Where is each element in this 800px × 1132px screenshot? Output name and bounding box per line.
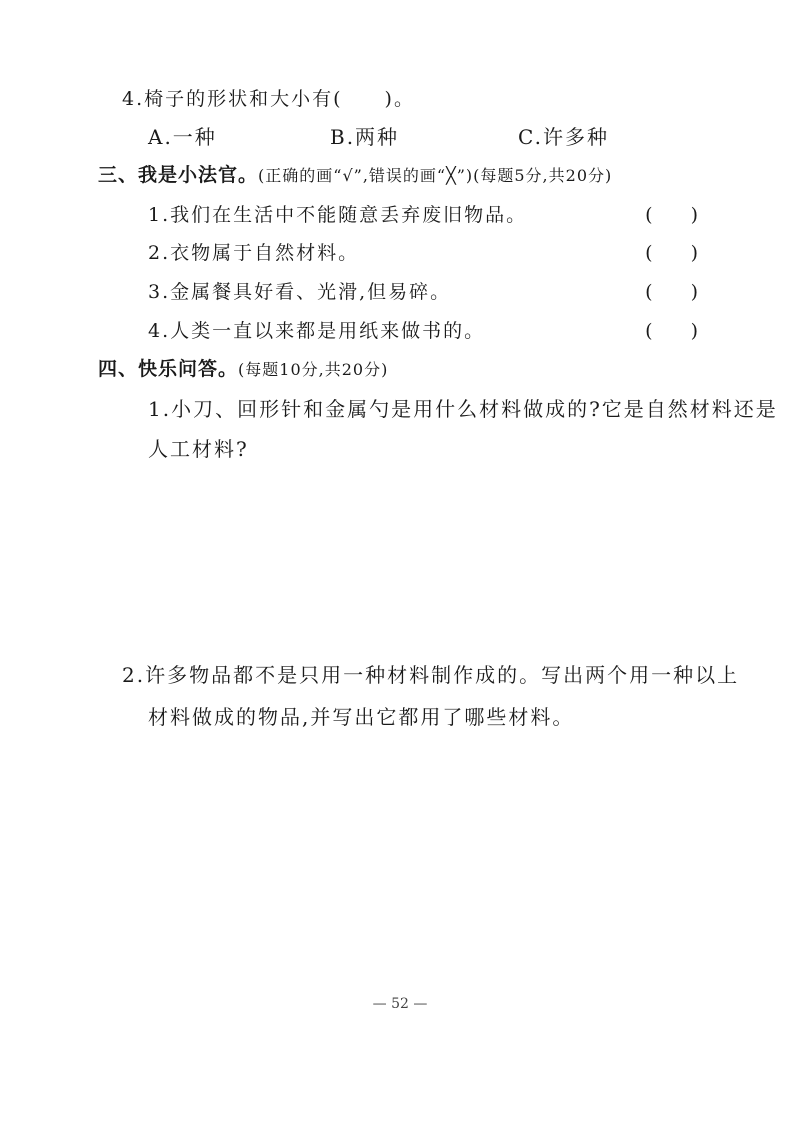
section-3-note: (正确的画“√”,错误的画“╳”)(每题5分,共20分) [258, 166, 613, 185]
answer-bracket-1: ( ) [645, 204, 698, 226]
judge-item-3: 3.金属餐具好看、光滑,但易碎。 [148, 281, 452, 303]
qa-question-1-line-2: 人工材料? [148, 437, 249, 461]
page-number: — 52 — [372, 996, 428, 1012]
section-4-note: (每题10分,共20分) [238, 360, 389, 379]
qa-question-2-line-1: 2.许多物品都不是只用一种材料制作成的。写出两个用一种以上 [122, 663, 740, 687]
qa-question-1-line-1: 1.小刀、回形针和金属勺是用什么材料做成的?它是自然材料还是 [148, 397, 778, 421]
option-c: C.许多种 [518, 125, 609, 149]
option-a: A.一种 [148, 125, 217, 149]
question-4-chair-shape: 4.椅子的形状和大小有( )。 [122, 88, 415, 110]
section-4-heading [98, 356, 388, 383]
qa-question-2-line-2: 材料做成的物品,并写出它都用了哪些材料。 [148, 705, 575, 729]
section-4-title: 四、快乐问答。 [98, 358, 239, 380]
judge-item-2: 2.衣物属于自然材料。 [148, 242, 360, 264]
judge-item-4: 4.人类一直以来都是用纸来做书的。 [148, 320, 486, 342]
judge-item-1: 1.我们在生活中不能随意丢弃废旧物品。 [148, 204, 528, 226]
option-b: B.两种 [330, 125, 400, 149]
answer-bracket-3: ( ) [645, 281, 698, 303]
section-3-title: 三、我是小法官。 [98, 164, 259, 186]
section-3-heading [98, 162, 612, 189]
answer-bracket-2: ( ) [645, 242, 698, 264]
answer-bracket-4: ( ) [645, 320, 698, 342]
